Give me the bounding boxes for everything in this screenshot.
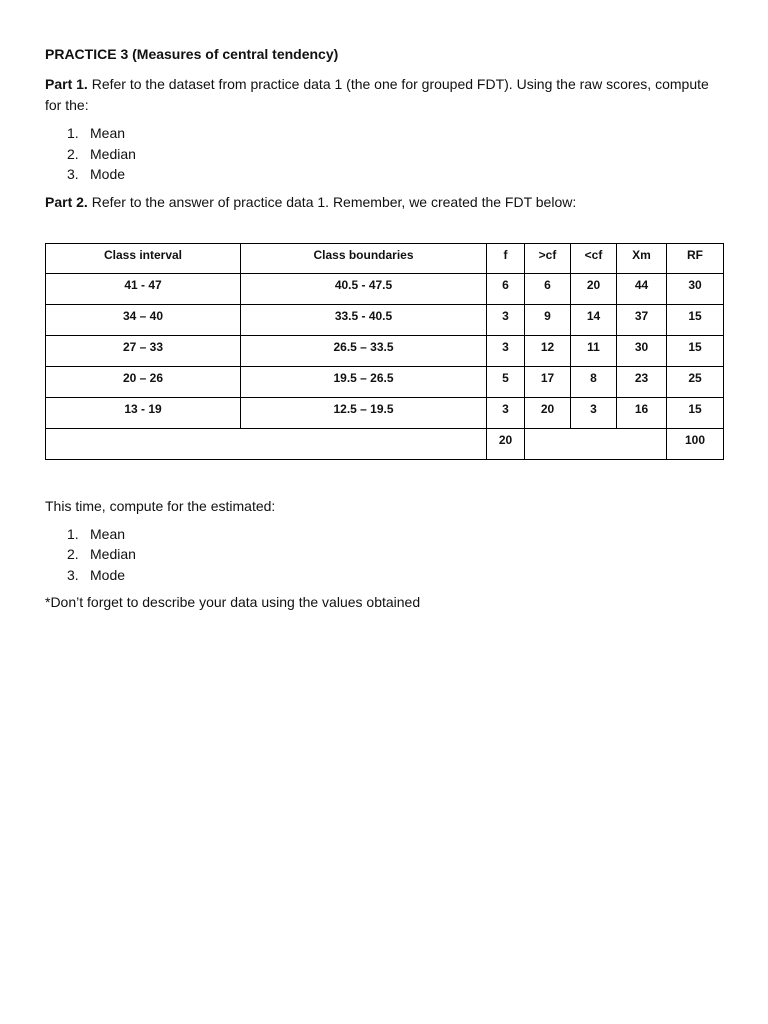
list-item: 2. Median [67,145,136,162]
table-header-row [46,243,724,273]
table-cell: 6 [487,273,525,304]
list-item: 1. Mean [67,125,126,141]
part2-list [45,524,725,586]
table-cell: 30 [667,273,724,304]
table-cell: 34 – 40 [46,304,241,335]
table-cell: 25 [667,366,724,397]
table-cell: 26.5 – 33.5 [241,335,487,366]
table-cell: 5 [487,366,525,397]
list-item: 2. Median [67,546,136,562]
table-cell: 20 [571,273,617,304]
table-cell: 12.5 – 19.5 [241,397,487,428]
table-cell: 6 [525,273,571,304]
total-frequency: 20 [487,428,525,459]
header-class-interval: Class interval [46,243,241,273]
part2-instruction: This time, compute for the estimated: [45,497,276,514]
table-cell: 13 - 19 [46,397,241,428]
list-item-label: Median [90,546,136,562]
table-cell: 3 [487,304,525,335]
header-class-boundaries: Class boundaries [241,243,487,273]
table-cell: 20 – 26 [46,366,241,397]
part2-text: Refer to the answer of practice data 1. Remember, we created the FDT below: [87,193,577,210]
part2-label: Part 2. [45,193,88,210]
table-row [46,304,724,335]
table-cell: 41 - 47 [46,273,241,304]
table-row [46,273,724,304]
part1-paragraph [45,74,725,116]
list-item-label: Mode [90,566,126,583]
table-totals-row [46,428,724,459]
list-item-label: Mean [90,125,126,141]
table-row [46,397,724,428]
header-relative-frequency: RF [667,243,724,273]
table-cell: 14 [571,304,617,335]
table-cell: 33.5 - 40.5 [241,304,487,335]
table-cell: 3 [487,397,525,428]
table-cell: 9 [525,304,571,335]
table-cell: 44 [617,273,667,304]
part2-paragraph [45,192,725,213]
list-item-label: Median [90,145,136,162]
list-item-label: Mode [90,166,126,182]
list-item-label: Mean [90,525,126,542]
table-cell: 15 [667,397,724,428]
table-cell: 12 [525,335,571,366]
part1-text: Refer to the dataset from practice data 1 (the one for grouped FDT). Using the raw scores, compute for the: [45,76,709,113]
document-page [45,44,725,620]
table-cell: 3 [487,335,525,366]
table-cell: 15 [667,335,724,366]
list-item: 3. Mode [67,566,126,583]
table-cell: 16 [617,397,667,428]
part1-list [45,123,725,185]
table-row [46,335,724,366]
table-cell: 23 [617,366,667,397]
totals-empty-cell [46,428,487,459]
header-less-cf: <cf [571,243,617,273]
list-item: 3. Mode [67,166,126,182]
table-cell: 19.5 – 26.5 [241,366,487,397]
table-cell: 27 – 33 [46,335,241,366]
total-relative-frequency: 100 [667,428,724,459]
table-cell: 17 [525,366,571,397]
fdt-table [45,243,724,460]
page-title: PRACTICE 3 (Measures of central tendency) [45,46,339,62]
header-greater-cf: >cf [525,243,571,273]
table-cell: 40.5 - 47.5 [241,273,487,304]
table-cell: 15 [667,304,724,335]
table-cell: 8 [571,366,617,397]
header-midpoint: Xm [617,243,667,273]
table-cell: 20 [525,397,571,428]
totals-empty-cell [525,428,667,459]
footnote: *Don’t forget to describe your data using the values obtained [45,594,421,610]
table-row [46,366,724,397]
table-cell: 11 [571,335,617,366]
table-cell: 37 [617,304,667,335]
table-cell: 30 [617,335,667,366]
table-cell: 3 [571,397,617,428]
list-item: 1. Mean [67,525,126,542]
part1-label: Part 1. [45,76,88,92]
header-frequency: f [487,243,525,273]
